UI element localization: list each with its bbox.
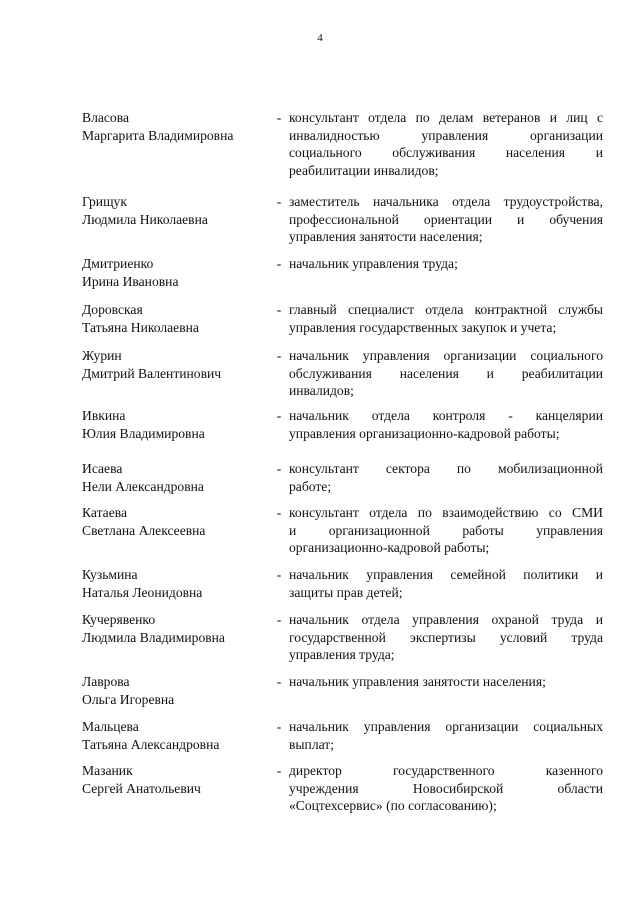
dash-separator: - — [276, 674, 282, 689]
position-line: начальник управления занятости населения; — [289, 674, 546, 689]
position-line: организационно-кадровой работы; — [289, 540, 490, 555]
surname: Дмитриенко — [82, 256, 154, 271]
person-name — [82, 718, 272, 753]
dash-separator: - — [276, 348, 282, 363]
position-description — [289, 504, 603, 557]
person-name — [82, 347, 272, 382]
position-description — [289, 460, 603, 495]
position-line: реабилитации инвалидов; — [289, 162, 439, 178]
given-names: Людмила Николаевна — [82, 211, 208, 227]
position-line: консультант отдела по делам ветеранов и лиц с — [289, 110, 603, 125]
dash-separator: - — [276, 110, 282, 125]
surname: Катаева — [82, 505, 128, 520]
person-name — [82, 193, 272, 228]
position-line: управления государственных закупок и учета; — [289, 319, 557, 335]
person-name — [82, 460, 272, 495]
given-names: Татьяна Николаевна — [82, 319, 199, 335]
given-names: Ирина Ивановна — [82, 273, 179, 289]
person-name — [82, 611, 272, 646]
person-name — [82, 301, 272, 336]
person-name — [82, 407, 272, 442]
given-names: Сергей Анатольевич — [82, 780, 201, 796]
position-line: начальник управления организации социальных — [289, 719, 603, 734]
surname: Ивкина — [82, 408, 126, 423]
position-line: главный специалист отдела контрактной службы — [289, 302, 603, 317]
position-line: инвалидностью управления организации — [289, 127, 603, 143]
position-line: учреждения Новосибирской области — [289, 780, 603, 796]
surname: Лаврова — [82, 674, 130, 689]
position-line: консультант сектора по мобилизационной — [289, 461, 603, 476]
person-name — [82, 673, 272, 708]
position-line: защиты прав детей; — [289, 584, 403, 600]
position-line: начальник управления труда; — [289, 256, 458, 271]
given-names: Наталья Леонидовна — [82, 584, 203, 600]
surname: Мальцева — [82, 719, 139, 734]
given-names: Ольга Игоревна — [82, 691, 175, 707]
position-description — [289, 301, 603, 336]
position-line: начальник управления семейной политики и — [289, 567, 603, 582]
surname: Грищук — [82, 194, 127, 209]
surname: Кузьмина — [82, 567, 138, 582]
position-line: управления организационно-кадровой работы; — [289, 425, 560, 441]
position-line: и организационной работы управления — [289, 522, 603, 538]
position-line: обслуживания населения и реабилитации — [289, 365, 603, 381]
given-names: Нели Александровна — [82, 478, 204, 494]
dash-separator: - — [276, 719, 282, 734]
position-description — [289, 566, 603, 601]
surname: Доровская — [82, 302, 143, 317]
position-line: работе; — [289, 478, 332, 494]
person-name — [82, 762, 272, 797]
position-description — [289, 193, 603, 246]
position-description — [289, 407, 603, 442]
dash-separator: - — [276, 256, 282, 271]
surname: Мазаник — [82, 763, 133, 778]
position-description — [289, 762, 603, 815]
dash-separator: - — [276, 194, 282, 209]
given-names: Людмила Владимировна — [82, 629, 225, 645]
position-line: управления занятости населения; — [289, 229, 483, 244]
surname: Журин — [82, 348, 122, 363]
given-names: Светлана Алексеевна — [82, 522, 206, 538]
position-description — [289, 611, 603, 664]
position-line: заместитель начальника отдела трудоустройства, — [289, 194, 603, 209]
position-description — [289, 347, 603, 400]
position-line: профессиональной ориентации и обучения — [289, 211, 603, 227]
person-name — [82, 566, 272, 601]
given-names: Юлия Владимировна — [82, 425, 205, 441]
position-description — [289, 718, 603, 753]
position-description — [289, 673, 603, 691]
page-number: 4 — [317, 32, 323, 44]
given-names: Маргарита Владимировна — [82, 127, 234, 143]
dash-separator: - — [276, 461, 282, 476]
position-line: управления труда; — [289, 647, 395, 662]
position-description — [289, 255, 603, 273]
person-name — [82, 255, 272, 290]
position-line: инвалидов; — [289, 383, 354, 398]
position-line: начальник отдела управления охраной труда и — [289, 612, 603, 627]
position-line: директор государственного казенного — [289, 763, 603, 778]
position-line: выплат; — [289, 736, 335, 752]
dash-separator: - — [276, 408, 282, 423]
position-line: социального обслуживания населения и — [289, 145, 603, 160]
dash-separator: - — [276, 567, 282, 582]
position-line: консультант отдела по взаимодействию со СМИ — [289, 505, 603, 520]
position-line: «Соцтехсервис» (по согласованию); — [289, 798, 497, 813]
position-description — [289, 109, 603, 179]
surname: Кучерявенко — [82, 612, 156, 627]
dash-separator: - — [276, 763, 282, 778]
position-line: начальник отдела контроля - канцелярии — [289, 408, 603, 423]
dash-separator: - — [276, 505, 282, 520]
person-name — [82, 504, 272, 539]
position-line: начальник управления организации социального — [289, 348, 603, 363]
dash-separator: - — [276, 302, 282, 317]
dash-separator: - — [276, 612, 282, 627]
person-name — [82, 109, 272, 144]
surname: Власова — [82, 110, 129, 125]
given-names: Дмитрий Валентинович — [82, 365, 222, 381]
given-names: Татьяна Александровна — [82, 736, 220, 752]
surname: Исаева — [82, 461, 123, 476]
position-line: государственной экспертизы условий труда — [289, 629, 603, 645]
